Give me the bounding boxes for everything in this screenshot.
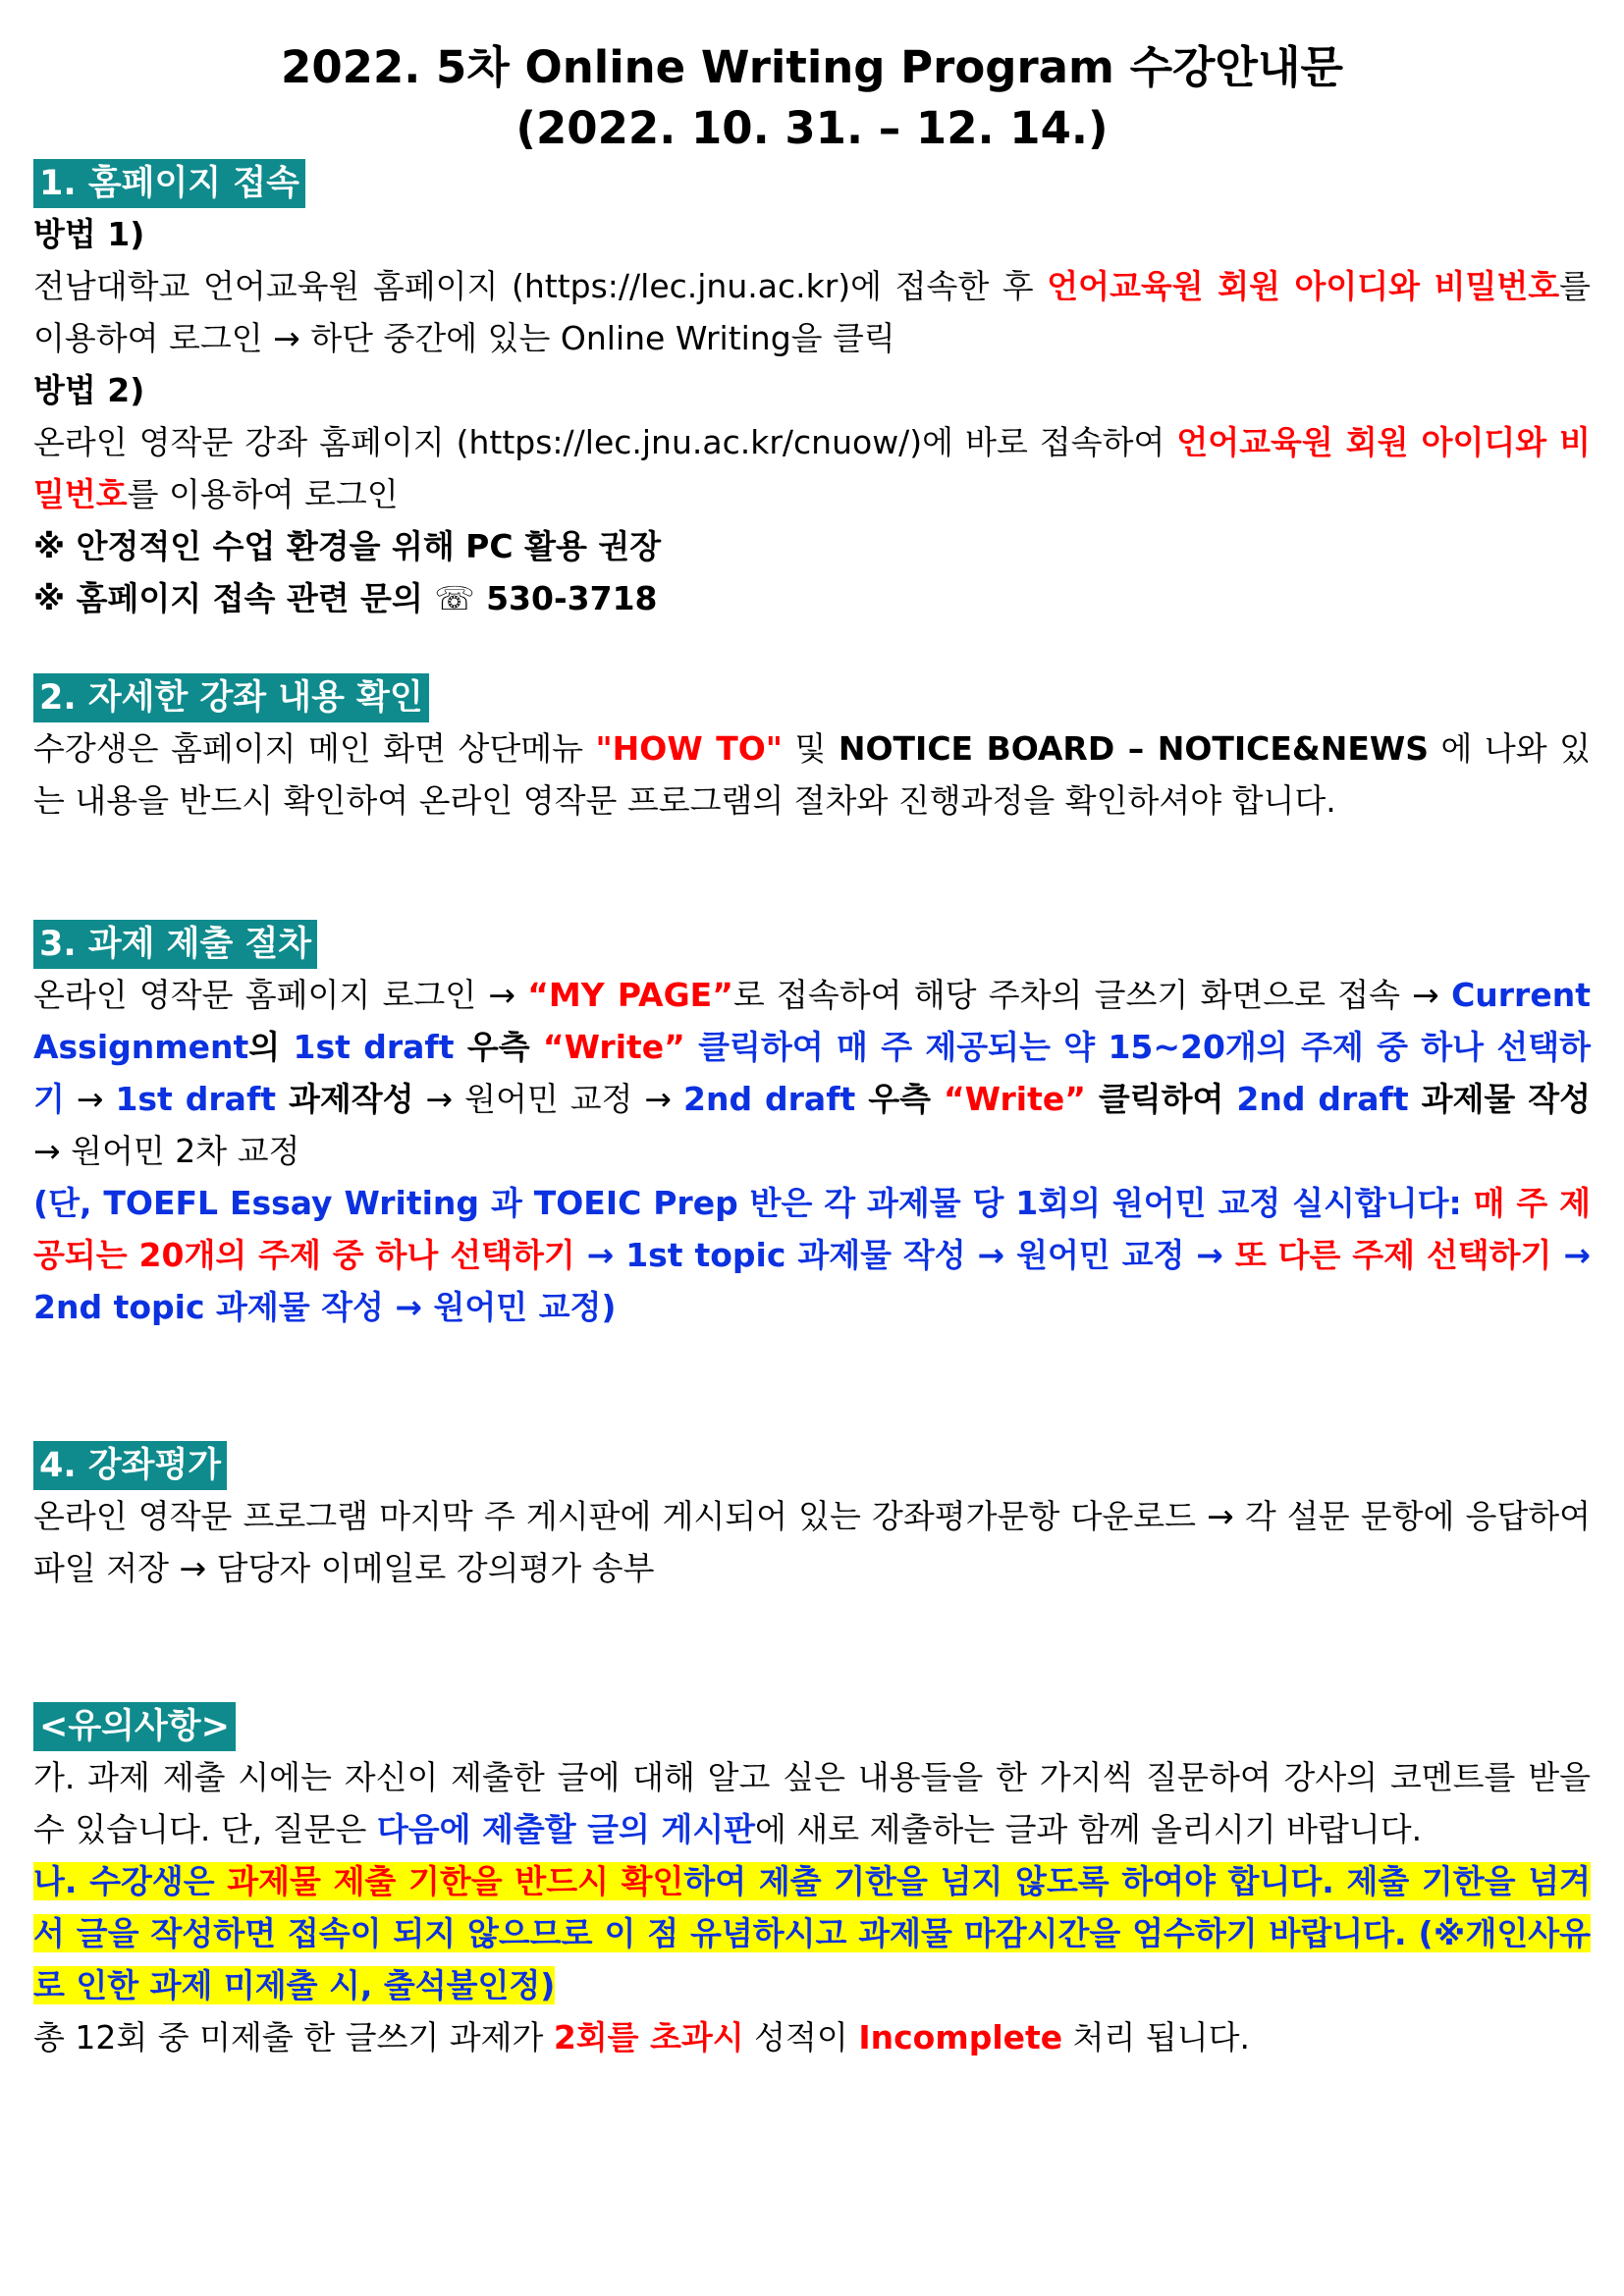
note-ga: 가. 과제 제출 시에는 자신이 제출한 글에 대해 알고 싶은 내용들을 한 가지씩 질문하여 강사의 코멘트를 받을 수 있습니다. 단, 질문은 다음에 제출할 글의 게시판에 새로 제출하는 글과 함께 올리시기 바랍니다. xyxy=(33,1758,1591,1848)
section-heading-2: 2. 자세한 강좌 내용 확인 xyxy=(33,673,429,722)
method1-text: 전남대학교 언어교육원 홈페이지 (https://lec.jnu.ac.kr)에 접속한 후 언어교육원 회원 아이디와 비밀번호를 이용하여 로그인 → 하단 중간에 있는 Online Writing을 클릭 xyxy=(33,267,1591,357)
note-incomplete: 총 12회 중 미제출 한 글쓰기 과제가 2회를 초과시 성적이 Incomplete 처리 됩니다. xyxy=(33,2018,1251,2056)
howto-emphasis: "HOW TO" xyxy=(595,729,783,768)
course-details-text: 수강생은 홈페이지 메인 화면 상단메뉴 "HOW TO" 및 NOTICE BOARD – NOTICE&NEWS 에 나와 있는 내용을 반드시 확인하여 온라인 영작문 프로그램의 절차와 진행과정을 확인하셔야 합니다. xyxy=(33,729,1592,820)
section-notes xyxy=(33,1702,1591,2063)
procedure-text: 온라인 영작문 홈페이지 로그인 → “MY PAGE”로 접속하여 해당 주차의 글쓰기 화면으로 접속 → Current Assignment의 1st draft 우측 “Write” 클릭하여 매 주 제공되는 약 15~20개의 주제 중 하나 선택하기 → 1st draft 과제작성 → 원어민 교정 → 2nd draft 우측 “Write” 클릭하여 2nd draft 과제물 작성 → 원어민 2차 교정 xyxy=(33,976,1591,1170)
section-homepage-access xyxy=(33,159,1591,624)
phone-icon: ☏ xyxy=(434,579,475,617)
toefl-toeic-note: (단, TOEFL Essay Writing 과 TOEIC Prep 반은 각 과제물 당 1회의 원어민 교정 실시합니다: 매 주 제공되는 20개의 주제 중 하나 선택하기 → 1st topic 과제물 작성 → 원어민 교정 → 또 다른 주제 선택하기 → 2nd topic 과제물 작성 → 원어민 교정) xyxy=(33,1184,1591,1326)
section-heading-3: 3. 과제 제출 절차 xyxy=(33,920,317,969)
section-course-details xyxy=(33,673,1591,827)
section-heading-1: 1. 홈페이지 접속 xyxy=(33,159,305,208)
method2-label: 방법 2) xyxy=(33,371,145,409)
method1-label: 방법 1) xyxy=(33,215,145,253)
evaluation-text: 온라인 영작문 프로그램 마지막 주 게시판에 게시되어 있는 강좌평가문항 다운로드 → 각 설문 문항에 응답하여 파일 저장 → 담당자 이메일로 강의평가 송부 xyxy=(33,1497,1591,1587)
title-line-2: (2022. 10. 31. – 12. 14.) xyxy=(515,102,1109,154)
next-board-emphasis: 다음에 제출할 글의 게시판 xyxy=(376,1810,755,1848)
section-heading-4: 4. 강좌평가 xyxy=(33,1441,227,1490)
notice-board-emphasis: NOTICE BOARD – NOTICE&NEWS xyxy=(838,729,1430,768)
document-title xyxy=(33,37,1591,159)
credentials-emphasis: 언어교육원 회원 아이디와 비밀번호 xyxy=(1047,267,1560,305)
title-line-1: 2022. 5차 Online Writing Program 수강안내문 xyxy=(281,41,1343,93)
pc-recommend-note: ※ 안정적인 수업 환경을 위해 PC 활용 권장 xyxy=(33,527,662,565)
contact-note: ※ 홈페이지 접속 관련 문의 ☏ 530-3718 xyxy=(33,579,658,617)
note-na: 나. 수강생은 과제물 제출 기한을 반드시 확인하여 제출 기한을 넘지 않도록 하여야 합니다. 제출 기한을 넘겨서 글을 작성하면 접속이 되지 않으므로 이 점 유념하시고 과제물 마감시간을 엄수하기 바랍니다. (※개인사유로 인한 과제 미제출 시, 출석불인정) xyxy=(33,1862,1591,2004)
method2-text: 온라인 영작문 강좌 홈페이지 (https://lec.jnu.ac.kr/cnuow/)에 바로 접속하여 언어교육원 회원 아이디와 비밀번호를 이용하여 로그인 xyxy=(33,423,1591,513)
section-submission-procedure xyxy=(33,920,1591,1333)
credentials-emphasis: 언어교육원 회원 아이디와 비밀번호 xyxy=(33,423,1591,513)
section-course-evaluation xyxy=(33,1441,1591,1594)
notes-heading: <유의사항> xyxy=(33,1702,236,1751)
